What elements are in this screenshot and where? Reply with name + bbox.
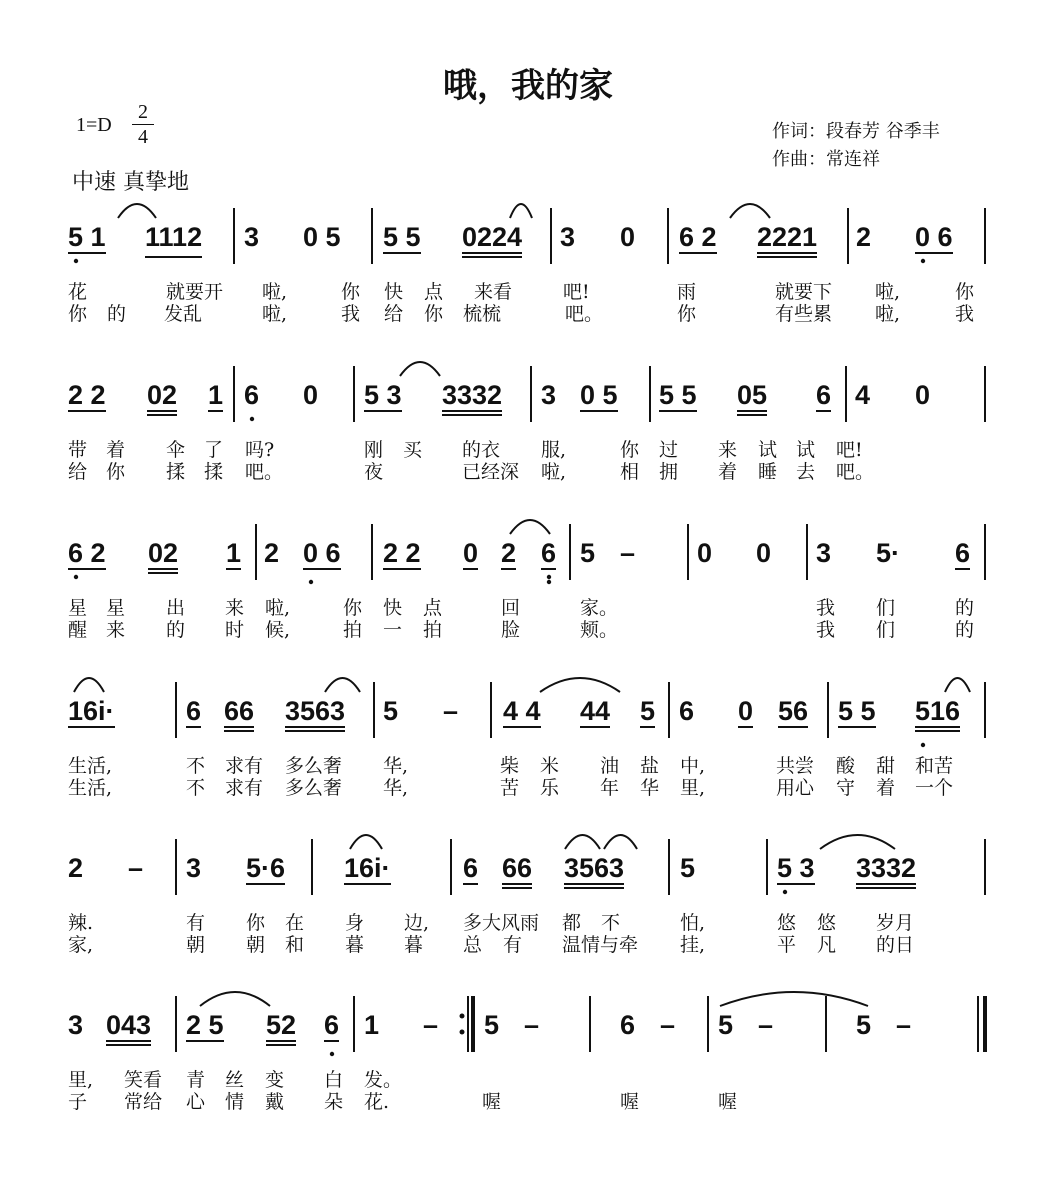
lyric-verse-2: 华	[640, 777, 660, 799]
note-group: 0	[756, 538, 772, 568]
lyric-verse-1: 身	[345, 912, 365, 934]
note-group: 5·	[876, 538, 901, 568]
lyric-verse-2: 来	[106, 619, 126, 641]
lyric-verse-2: 用心	[776, 777, 815, 799]
lyric-verse-1: 啦,	[875, 281, 901, 303]
lyric-verse-2: 家,	[68, 934, 94, 956]
note-group: 6	[324, 1010, 340, 1040]
lyric-verse-2: 的	[166, 619, 186, 641]
lyric-verse-1: 不	[186, 755, 206, 777]
lyric-verse-1: 点	[423, 597, 443, 619]
note-group: 2	[856, 222, 872, 252]
lyric-verse-1: 的衣	[462, 439, 501, 461]
lyric-verse-1: 服,	[541, 439, 567, 461]
lyric-verse-1: 华,	[383, 755, 409, 777]
repeat-dot	[460, 1014, 465, 1019]
note-group: 4	[855, 380, 871, 410]
note-group: 5	[718, 1010, 734, 1040]
note-group: 3563	[564, 853, 625, 883]
lyric-verse-1: 着	[106, 439, 126, 461]
lyric-verse-2: 情	[225, 1091, 245, 1113]
repeat-dot	[460, 1030, 465, 1035]
lyric-verse-2: 暮	[404, 934, 424, 956]
lyric-verse-1: 试	[758, 439, 778, 461]
slur-arc	[730, 204, 770, 218]
note-group: 0	[303, 380, 319, 410]
lyric-verse-2: 揉	[204, 461, 224, 483]
lyric-verse-2: 求有	[225, 777, 264, 799]
note-group: 5	[580, 538, 596, 568]
note-group: –	[896, 1010, 912, 1040]
slur-arc	[820, 835, 895, 849]
note-group: 6	[463, 853, 479, 883]
lyric-verse-1: 啦,	[265, 597, 291, 619]
note-group: 4 4	[503, 696, 541, 726]
slur-arc	[350, 835, 382, 849]
note-group: 2	[501, 538, 517, 568]
note-group: 5 1	[68, 222, 106, 252]
lyric-verse-2: 你	[106, 461, 126, 483]
lyric-verse-1: 发。	[364, 1069, 403, 1091]
lyric-verse-1: 不	[601, 912, 621, 934]
note-group: 3	[68, 1010, 84, 1040]
lyric-verse-1: 在	[285, 912, 305, 934]
lyric-verse-2: 温情与牵	[562, 934, 639, 956]
meter-denominator: 4	[138, 126, 148, 148]
lyric-verse-2: 喔	[718, 1091, 738, 1113]
note-group: 043	[106, 1010, 152, 1040]
note-group: 6	[541, 538, 557, 568]
lyric-verse-1: 就要开	[166, 281, 224, 303]
octave-dot	[547, 580, 551, 584]
slur-arc	[510, 520, 550, 534]
note-group: 02	[148, 538, 179, 568]
lyric-verse-2: 啦,	[875, 303, 901, 325]
note-group: 5	[680, 853, 696, 883]
lyric-verse-1: 里,	[68, 1069, 94, 1091]
lyric-verse-2: 有	[503, 934, 523, 956]
note-group: 6 2	[679, 222, 717, 252]
slur-arc	[118, 204, 156, 218]
note-group: 3332	[442, 380, 503, 410]
slur-arc	[200, 992, 270, 1006]
note-group: 0224	[462, 222, 523, 252]
song-title: 哦，我的家	[443, 66, 613, 106]
octave-dot	[330, 1052, 334, 1056]
lyric-verse-1: 边,	[404, 912, 430, 934]
lyric-verse-1: 酸	[836, 755, 856, 777]
note-group: –	[423, 1010, 439, 1040]
lyric-verse-2: 吧。	[565, 303, 604, 325]
lyric-verse-2: 花.	[364, 1091, 390, 1113]
lyric-verse-1: 辣.	[68, 912, 94, 934]
lyric-verse-2: 颊。	[580, 619, 619, 641]
lyric-verse-1: 悠	[817, 912, 837, 934]
note-group: 6	[620, 1010, 636, 1040]
composer-credit: 作曲：常连祥	[772, 149, 880, 170]
lyric-verse-2: 和	[285, 934, 305, 956]
note-group: 66	[502, 853, 533, 883]
lyric-verse-1: 家。	[580, 597, 619, 619]
note-group: 6	[679, 696, 695, 726]
lyric-verse-1: 甜	[876, 755, 896, 777]
lyric-verse-2: 我	[816, 619, 836, 641]
note-group: 66	[224, 696, 255, 726]
lyric-verse-2: 里,	[680, 777, 706, 799]
lyric-verse-2: 相	[620, 461, 640, 483]
lyric-verse-2: 夜	[364, 461, 384, 483]
lyric-verse-1: 米	[540, 755, 560, 777]
lyric-verse-1: 回	[501, 597, 521, 619]
lyric-verse-1: 过	[659, 439, 679, 461]
note-group: 16i·	[344, 853, 391, 883]
lyric-verse-2: 着	[876, 777, 896, 799]
lyric-verse-2: 喔	[620, 1091, 640, 1113]
note-group: 2221	[757, 222, 818, 252]
note-group: 0	[620, 222, 636, 252]
lyric-verse-2: 的	[955, 619, 975, 641]
lyric-verse-2: 喔	[482, 1091, 502, 1113]
note-group: 0 5	[580, 380, 618, 410]
lyric-verse-2: 睡	[758, 461, 778, 483]
note-group: 3563	[285, 696, 346, 726]
note-group: 0	[697, 538, 713, 568]
lyric-verse-2: 凡	[817, 934, 837, 956]
slur-arc	[604, 835, 637, 849]
lyric-verse-2: 发乱	[164, 303, 203, 325]
lyric-verse-1: 伞	[166, 439, 186, 461]
lyric-verse-1: 求有	[225, 755, 264, 777]
note-group: 0	[915, 380, 931, 410]
note-group: 3	[560, 222, 576, 252]
note-group: 3	[541, 380, 557, 410]
note-group: 0	[738, 696, 754, 726]
lyric-verse-2: 华,	[383, 777, 409, 799]
slur-arc	[74, 678, 104, 692]
note-group: 5 3	[777, 853, 815, 883]
lyric-verse-1: 点	[424, 281, 444, 303]
key-signature: 1=D	[76, 114, 112, 136]
lyric-verse-1: 星	[106, 597, 126, 619]
lyric-verse-1: 试	[796, 439, 816, 461]
octave-dot	[921, 743, 925, 747]
octave-dot	[547, 575, 551, 579]
note-group: 5 5	[383, 222, 421, 252]
lyric-verse-1: 的	[955, 597, 975, 619]
note-group: 52	[266, 1010, 297, 1040]
note-group: 1	[208, 380, 224, 410]
note-group: 02	[147, 380, 178, 410]
note-group: 2	[68, 853, 84, 883]
lyric-verse-2: 年	[600, 777, 620, 799]
note-group: 16i·	[68, 696, 115, 726]
octave-dot	[783, 890, 787, 894]
note-group: 5 3	[364, 380, 402, 410]
lyric-verse-1: 吧!	[836, 439, 863, 461]
note-group: 5·6	[246, 853, 286, 883]
lyric-verse-2: 不	[186, 777, 206, 799]
lyric-verse-2: 朵	[324, 1091, 344, 1113]
lyric-verse-2: 揉	[166, 461, 186, 483]
lyric-verse-2: 一个	[915, 777, 954, 799]
lyric-verse-1: 买	[403, 439, 423, 461]
lyric-verse-1: 吧!	[563, 281, 590, 303]
lyric-verse-2: 已经深	[462, 461, 520, 483]
lyric-verse-1: 来看	[474, 281, 513, 303]
note-group: 3	[186, 853, 202, 883]
lyric-verse-1: 你	[343, 597, 363, 619]
lyric-verse-1: 了	[204, 439, 224, 461]
lyric-verse-1: 变	[265, 1069, 285, 1091]
lyric-verse-1: 悠	[777, 912, 797, 934]
lyric-verse-2: 朝	[246, 934, 266, 956]
lyric-verse-2: 朝	[186, 934, 206, 956]
lyric-verse-1: 我	[816, 597, 836, 619]
lyricist-credit: 作词：段春芳 谷季丰	[772, 121, 940, 142]
lyric-verse-2: 时	[225, 619, 245, 641]
note-group: 2 2	[383, 538, 421, 568]
lyric-verse-2: 我	[955, 303, 975, 325]
lyric-verse-2: 们	[876, 619, 896, 641]
lyric-verse-1: 带	[68, 439, 88, 461]
lyric-verse-2: 暮	[345, 934, 365, 956]
note-group: 2	[264, 538, 280, 568]
lyric-verse-2: 乐	[540, 777, 560, 799]
lyric-verse-1: 就要下	[775, 281, 833, 303]
lyric-verse-2: 苦	[500, 777, 520, 799]
note-group: –	[443, 696, 459, 726]
slur-arc	[400, 362, 440, 376]
note-group: 0 6	[303, 538, 341, 568]
note-group: 2 5	[186, 1010, 224, 1040]
note-group: 6	[244, 380, 260, 410]
note-group: 5	[484, 1010, 500, 1040]
note-group: 0	[463, 538, 479, 568]
note-group: –	[128, 853, 144, 883]
lyric-verse-2: 给	[68, 461, 88, 483]
note-group: 1	[226, 538, 242, 568]
note-group: 5	[383, 696, 399, 726]
lyric-verse-2: 啦,	[541, 461, 567, 483]
lyric-verse-1: 吗?	[245, 439, 275, 461]
lyric-verse-2: 平	[777, 934, 797, 956]
lyric-verse-1: 笑看	[124, 1069, 163, 1091]
lyric-verse-1: 你	[955, 281, 975, 303]
octave-dot	[921, 259, 925, 263]
lyric-verse-2: 挂,	[680, 934, 706, 956]
lyric-verse-1: 和苦	[915, 755, 954, 777]
lyric-verse-2: 候,	[265, 619, 291, 641]
lyric-verse-2: 着	[718, 461, 738, 483]
note-group: 56	[778, 696, 809, 726]
lyric-verse-2: 拍	[423, 619, 443, 641]
lyric-verse-1: 你	[246, 912, 266, 934]
slur-arc	[945, 678, 970, 692]
note-group: 1112	[145, 222, 203, 252]
lyric-verse-2: 拥	[659, 461, 679, 483]
lyric-verse-1: 啦,	[262, 281, 288, 303]
lyric-verse-1: 快	[383, 597, 403, 619]
meter-numerator: 2	[132, 100, 154, 125]
lyric-verse-1: 盐	[640, 755, 660, 777]
lyric-verse-2: 醒	[68, 619, 88, 641]
lyric-verse-2: 给	[384, 303, 404, 325]
lyric-verse-2: 的日	[876, 934, 915, 956]
octave-dot	[74, 575, 78, 579]
lyric-verse-1: 丝	[225, 1069, 245, 1091]
lyric-verse-1: 雨	[677, 281, 697, 303]
note-group: 6	[955, 538, 971, 568]
lyric-verse-2: 的	[107, 303, 127, 325]
note-group: 05	[737, 380, 768, 410]
note-group: 44	[580, 696, 611, 726]
note-group: –	[524, 1010, 540, 1040]
lyric-verse-2: 拍	[343, 619, 363, 641]
lyric-verse-1: 怕,	[680, 912, 706, 934]
note-group: 6	[186, 696, 202, 726]
lyric-verse-1: 都	[562, 912, 582, 934]
lyric-verse-1: 花	[68, 281, 88, 303]
note-group: –	[660, 1010, 676, 1040]
lyric-verse-1: 油	[600, 755, 620, 777]
note-group: 516	[915, 696, 961, 726]
lyric-verse-2: 守	[836, 777, 856, 799]
lyric-verse-2: 你	[68, 303, 88, 325]
note-group: 5 5	[838, 696, 876, 726]
note-group: –	[620, 538, 636, 568]
lyric-verse-1: 多大风雨	[463, 912, 540, 934]
lyric-verse-2: 我	[341, 303, 361, 325]
lyric-verse-2: 去	[796, 461, 816, 483]
lyric-verse-1: 青	[186, 1069, 206, 1091]
lyric-verse-2: 有些累	[775, 303, 833, 325]
lyric-verse-2: 生活,	[68, 777, 113, 799]
lyric-verse-1: 多么奢	[285, 755, 343, 777]
lyric-verse-2: 吧。	[836, 461, 875, 483]
note-group: 0 5	[303, 222, 341, 252]
lyric-verse-1: 们	[876, 597, 896, 619]
note-group: 6	[816, 380, 832, 410]
lyric-verse-1: 中,	[680, 755, 706, 777]
lyric-verse-1: 白	[324, 1069, 344, 1091]
octave-dot	[309, 580, 313, 584]
octave-dot	[250, 417, 254, 421]
slur-arc	[540, 678, 620, 692]
lyric-verse-1: 柴	[500, 755, 520, 777]
note-group: 0 6	[915, 222, 953, 252]
slur-arc	[565, 835, 600, 849]
lyric-verse-2: 子	[68, 1091, 88, 1113]
lyric-verse-2: 啦,	[262, 303, 288, 325]
lyric-verse-1: 共尝	[776, 755, 815, 777]
note-group: 3	[816, 538, 832, 568]
lyric-verse-1: 星	[68, 597, 88, 619]
lyric-verse-2: 一	[383, 619, 403, 641]
note-group: 6 2	[68, 538, 106, 568]
lyric-verse-1: 岁月	[876, 912, 915, 934]
lyric-verse-1: 来	[718, 439, 738, 461]
lyric-verse-1: 你	[620, 439, 640, 461]
lyric-verse-2: 多么奢	[285, 777, 343, 799]
lyric-verse-2: 戴	[265, 1091, 285, 1113]
slur-arc	[510, 204, 532, 218]
lyric-verse-2: 常给	[124, 1091, 163, 1113]
lyric-verse-2: 脸	[501, 619, 521, 641]
note-group: 3332	[856, 853, 917, 883]
note-group: 5	[640, 696, 656, 726]
lyric-verse-1: 有	[186, 912, 206, 934]
note-group: 5 5	[659, 380, 697, 410]
lyric-verse-2: 你	[424, 303, 444, 325]
lyric-verse-2: 梳梳	[463, 303, 502, 325]
lyric-verse-2: 吧。	[245, 461, 284, 483]
slur-arc	[325, 678, 360, 692]
note-group: 3	[244, 222, 260, 252]
lyric-verse-1: 你	[341, 281, 361, 303]
tempo-marking: 中速 真挚地	[72, 170, 189, 195]
note-group: –	[758, 1010, 774, 1040]
note-group: 5	[856, 1010, 872, 1040]
lyric-verse-2: 心	[186, 1091, 206, 1113]
lyric-verse-1: 生活,	[68, 755, 113, 777]
lyric-verse-1: 快	[384, 281, 404, 303]
lyric-verse-2: 你	[677, 303, 697, 325]
note-group: 2 2	[68, 380, 106, 410]
octave-dot	[74, 259, 78, 263]
lyric-verse-1: 刚	[364, 439, 384, 461]
note-group: 1	[364, 1010, 380, 1040]
lyric-verse-2: 总	[463, 934, 483, 956]
lyric-verse-1: 出	[166, 597, 186, 619]
slur-arc	[720, 992, 868, 1006]
lyric-verse-1: 来	[225, 597, 245, 619]
